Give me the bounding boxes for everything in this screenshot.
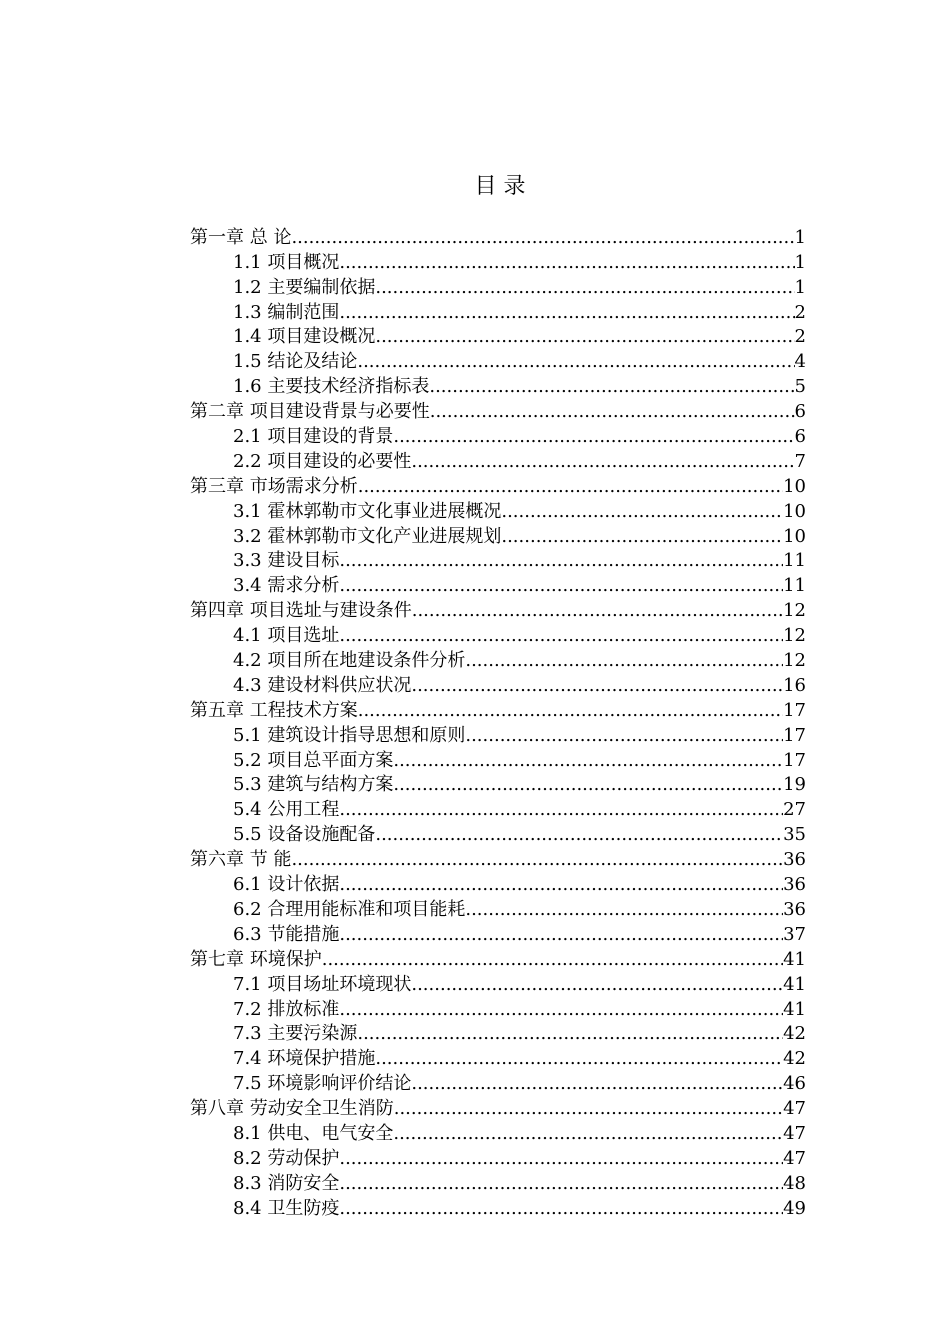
toc-entry-title: 2.1 项目建设的背景 [233,426,394,448]
toc-page-number: 5 [794,376,806,398]
toc-entry-title: 3.1 霍林郭勒市文化事业进展概况 [233,500,502,522]
toc-entry-title: 6.3 节能措施 [233,923,340,945]
toc-entry-title: 1.3 编制范围 [233,301,340,323]
toc-chapter-entry[interactable] [190,597,806,622]
toc-page-number: 4 [794,351,806,373]
toc-entry-title: 1.5 结论及结论 [233,351,358,373]
toc-section-entry[interactable] [190,348,806,373]
toc-page-number: 7 [794,450,806,472]
toc-page-number: 27 [783,799,806,821]
toc-section-entry[interactable] [190,821,806,846]
toc-dot-leader [375,326,794,348]
toc-entry-title: 8.3 消防安全 [233,1172,340,1194]
toc-entry-title: 8.1 供电、电气安全 [233,1122,394,1144]
toc-page-number: 19 [783,774,806,796]
toc-section-entry[interactable] [190,1045,806,1070]
toc-page-number: 17 [783,724,806,746]
toc-section-entry[interactable] [190,373,806,398]
toc-page-number: 11 [783,575,806,597]
toc-dot-leader [393,750,783,772]
toc-page-number: 47 [783,1098,806,1120]
toc-page-number: 49 [783,1197,806,1219]
toc-entry-title: 4.2 项目所在地建设条件分析 [233,650,466,672]
toc-dot-leader [411,1073,783,1095]
toc-entry-title: 3.4 需求分析 [233,575,340,597]
toc-dot-leader [358,476,783,498]
toc-section-entry[interactable] [190,647,806,672]
toc-entry-title: 第三章 市场需求分析 [190,475,358,497]
toc-entry-title: 8.4 卫生防疫 [233,1197,340,1219]
toc-section-entry[interactable] [190,572,806,597]
toc-page-number: 37 [783,923,806,945]
toc-dot-leader [393,1123,783,1145]
toc-page-number: 1 [794,276,806,298]
toc-chapter-entry[interactable] [190,946,806,971]
toc-entry-title: 7.2 排放标准 [233,998,340,1020]
toc-dot-leader [430,401,795,423]
toc-page-number: 11 [783,550,806,572]
toc-section-entry[interactable] [190,249,806,274]
toc-dot-leader [411,451,794,473]
toc-section-entry[interactable] [190,772,806,797]
toc-title: 目 录 [474,174,526,199]
toc-page-number: 10 [783,475,806,497]
toc-section-entry[interactable] [190,672,806,697]
toc-entry-title: 1.2 主要编制依据 [233,276,376,298]
toc-section-entry[interactable] [190,274,806,299]
toc-section-entry[interactable] [190,871,806,896]
toc-dot-leader [411,974,783,996]
toc-dot-leader [339,252,794,274]
toc-page-number: 47 [783,1147,806,1169]
toc-dot-leader [291,227,794,249]
toc-entry-title: 3.2 霍林郭勒市文化产业进展规划 [233,525,502,547]
toc-page-number: 17 [783,749,806,771]
toc-dot-leader [339,302,794,324]
toc-section-entry[interactable] [190,448,806,473]
toc-page-number: 10 [783,525,806,547]
toc-entry-title: 4.1 项目选址 [233,625,340,647]
toc-entry-title: 1.1 项目概况 [233,251,340,273]
toc-page-number: 36 [783,874,806,896]
toc-entry-title: 5.3 建筑与结构方案 [233,774,394,796]
toc-page-number: 36 [783,898,806,920]
toc-dot-leader [339,1198,783,1220]
toc-section-entry[interactable] [190,423,806,448]
toc-dot-leader [358,700,783,722]
toc-dot-leader [375,824,783,846]
toc-dot-leader [339,799,783,821]
toc-chapter-entry[interactable] [190,1095,806,1120]
toc-dot-leader [393,774,783,796]
toc-page-number: 2 [794,326,806,348]
toc-dot-leader [394,1098,783,1120]
toc-section-entry[interactable] [190,1145,806,1170]
toc-page-number: 35 [783,824,806,846]
toc-dot-leader [339,550,783,572]
toc-page-number: 12 [783,600,806,622]
toc-section-entry[interactable] [190,747,806,772]
toc-dot-leader [339,999,783,1021]
toc-page-number: 42 [783,1048,806,1070]
toc-chapter-entry[interactable] [190,846,806,871]
toc-entry-title: 5.4 公用工程 [233,799,340,821]
toc-page-number: 36 [783,849,806,871]
toc-page-number: 2 [794,301,806,323]
toc-entry-title: 5.5 设备设施配备 [233,824,376,846]
toc-dot-leader [322,949,783,971]
toc-entry-title: 第七章 环境保护 [190,948,322,970]
toc-section-entry[interactable] [190,1170,806,1195]
toc-chapter-entry[interactable] [190,697,806,722]
toc-entry-title: 第一章 总 论 [190,226,292,248]
toc-section-entry[interactable] [190,1021,806,1046]
toc-entry-title: 7.5 环境影响评价结论 [233,1073,412,1095]
toc-dot-leader [291,849,783,871]
toc-entry-title: 7.3 主要污染源 [233,1023,358,1045]
toc-section-entry[interactable] [190,1070,806,1095]
toc-dot-leader [339,575,783,597]
toc-chapter-entry[interactable] [190,473,806,498]
toc-page-number: 16 [783,674,806,696]
toc-section-entry[interactable] [190,1120,806,1145]
toc-entry-title: 1.6 主要技术经济指标表 [233,376,430,398]
toc-entry-title: 7.4 环境保护措施 [233,1048,376,1070]
toc-entry-title: 第五章 工程技术方案 [190,699,358,721]
toc-dot-leader [465,899,783,921]
toc-section-entry[interactable] [190,622,806,647]
toc-dot-leader [339,1173,783,1195]
toc-dot-leader [339,874,783,896]
toc-entry-title: 第二章 项目建设背景与必要性 [190,401,430,423]
toc-section-entry[interactable] [190,896,806,921]
toc-dot-leader [375,1048,783,1070]
toc-page-number: 47 [783,1122,806,1144]
toc-dot-leader [357,351,794,373]
toc-dot-leader [339,924,783,946]
toc-page-number: 6 [794,426,806,448]
toc-page-number: 1 [794,226,806,248]
toc-page-number: 41 [783,998,806,1020]
toc-entry-title: 第八章 劳动安全卫生消防 [190,1098,394,1120]
toc-page-number: 41 [783,948,806,970]
toc-dot-leader [375,277,794,299]
toc-entry-title: 4.3 建设材料供应状况 [233,674,412,696]
toc-section-entry[interactable] [190,722,806,747]
toc-entry-title: 2.2 项目建设的必要性 [233,450,412,472]
toc-dot-leader [412,600,783,622]
toc-dot-leader [465,725,783,747]
toc-dot-leader [393,426,794,448]
toc-entry-title: 6.1 设计依据 [233,874,340,896]
toc-section-entry[interactable] [190,921,806,946]
toc-page-number: 46 [783,1073,806,1095]
toc-chapter-entry[interactable] [190,224,806,249]
toc-dot-leader [339,625,783,647]
toc-page-number: 6 [794,401,806,423]
toc-section-entry[interactable] [190,324,806,349]
toc-entry-title: 5.2 项目总平面方案 [233,749,394,771]
toc-section-entry[interactable] [190,996,806,1021]
toc-page-number: 17 [783,699,806,721]
toc-entry-title: 3.3 建设目标 [233,550,340,572]
toc-chapter-entry[interactable] [190,398,806,423]
toc-entry-title: 第六章 节 能 [190,849,292,871]
toc-page-number: 1 [794,251,806,273]
toc-section-entry[interactable] [190,299,806,324]
toc-page-number: 42 [783,1023,806,1045]
toc-section-entry[interactable] [190,523,806,548]
toc-section-entry[interactable] [190,498,806,523]
toc-entry-title: 第四章 项目选址与建设条件 [190,600,412,622]
toc-dot-leader [465,650,783,672]
table-of-contents [190,224,806,1220]
toc-dot-leader [429,376,794,398]
toc-section-entry[interactable] [190,796,806,821]
toc-page-number: 48 [783,1172,806,1194]
toc-page-number: 41 [783,973,806,995]
toc-entry-title: 6.2 合理用能标准和项目能耗 [233,898,466,920]
toc-dot-leader [411,675,783,697]
toc-dot-leader [339,1148,783,1170]
toc-section-entry[interactable] [190,548,806,573]
toc-entry-title: 7.1 项目场址环境现状 [233,973,412,995]
toc-page-number: 10 [783,500,806,522]
toc-dot-leader [357,1023,783,1045]
toc-entry-title: 8.2 劳动保护 [233,1147,340,1169]
toc-page-number: 12 [783,625,806,647]
toc-entry-title: 5.1 建筑设计指导思想和原则 [233,724,466,746]
toc-entry-title: 1.4 项目建设概况 [233,326,376,348]
toc-section-entry[interactable] [190,1195,806,1220]
toc-section-entry[interactable] [190,971,806,996]
toc-page-number: 12 [783,650,806,672]
toc-dot-leader [501,526,783,548]
toc-dot-leader [501,501,783,523]
